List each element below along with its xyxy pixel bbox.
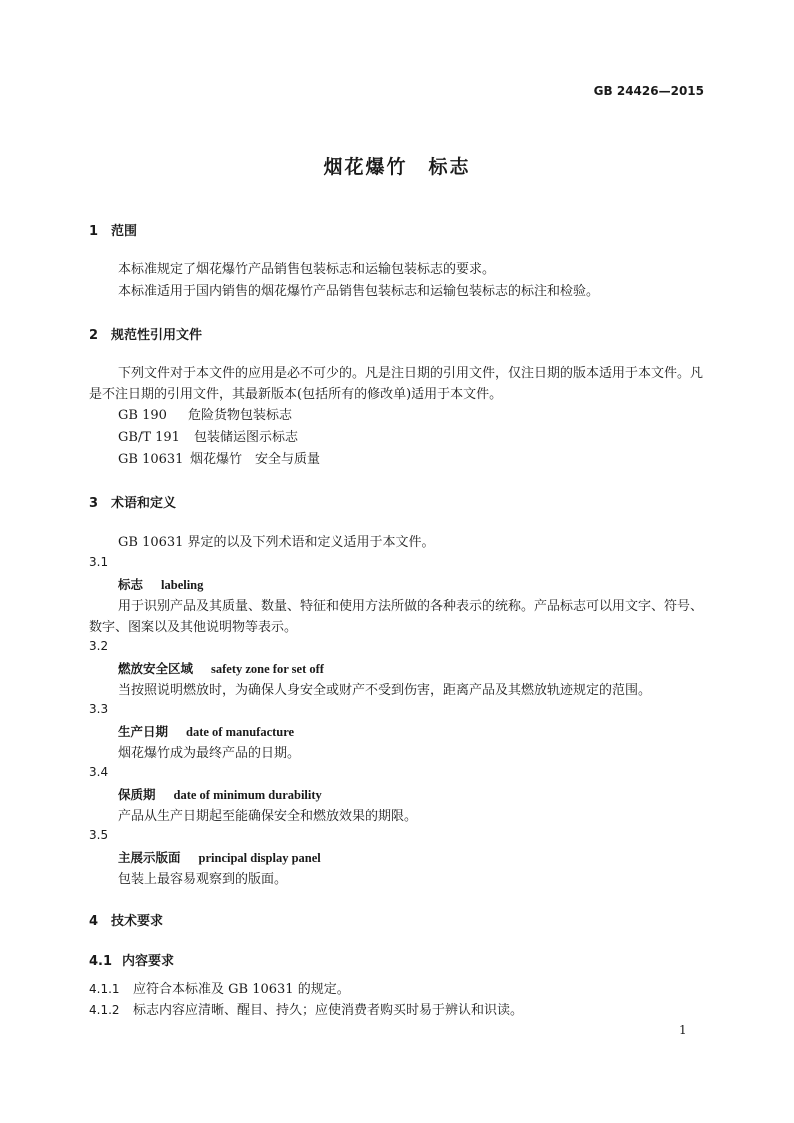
paragraph: 本标准规定了烟花爆竹产品销售包装标志和运输包装标志的要求。 (118, 262, 496, 277)
reference-code: GB 10631 (118, 452, 184, 467)
clause-item (89, 979, 350, 1000)
term-number: 3.5 (89, 828, 109, 842)
reference-name: 危险货物包装标志 (188, 408, 293, 423)
term-cn: 主展示版面 (118, 850, 181, 865)
section-title: 范围 (111, 224, 138, 239)
reference-name: 包装储运图示标志 (194, 430, 299, 445)
term-cn: 标志 (118, 577, 144, 592)
clause-number: 4.1.1 (89, 982, 120, 996)
term-cn: 保质期 (118, 787, 156, 802)
term-en: principal display panel (198, 851, 321, 865)
term-en: labeling (161, 578, 204, 592)
term-heading (118, 659, 324, 677)
section-number: 4 (89, 914, 99, 929)
term-heading (118, 848, 321, 866)
section-4-heading (89, 910, 163, 929)
term-heading (118, 722, 294, 740)
clause-item (89, 1000, 523, 1021)
page-number: 1 (679, 1023, 687, 1037)
subsection-number: 4.1 (89, 954, 113, 969)
reference-name: 烟花爆竹 安全与质量 (190, 452, 321, 467)
term-cn: 生产日期 (118, 724, 169, 739)
section-title: 技术要求 (111, 914, 164, 929)
term-cn: 燃放安全区域 (118, 661, 194, 676)
term-number: 3.2 (89, 639, 109, 653)
section-number: 3 (89, 496, 99, 511)
term-en: safety zone for set off (211, 662, 324, 676)
term-definition: 烟花爆竹成为最终产品的日期。 (118, 746, 301, 761)
section-number: 1 (89, 224, 99, 239)
section-2-heading (89, 324, 202, 343)
paragraph: GB 10631 界定的以及下列术语和定义适用于本文件。 (118, 535, 435, 550)
term-number: 3.1 (89, 555, 109, 569)
section-number: 2 (89, 328, 99, 343)
section-title: 术语和定义 (111, 496, 177, 511)
paragraph: 下列文件对于本文件的应用是必不可少的。凡是注日期的引用文件，仅注日期的版本适用于本文件。凡是不注日期的引用文件，其最新版本(包括所有的修改单)适用于本文件。 (89, 366, 704, 402)
term-number: 3.4 (89, 765, 109, 779)
term-heading (118, 785, 322, 803)
page-title: 烟花爆竹 标志 (323, 156, 471, 178)
reference-code: GB 190 (118, 408, 167, 423)
section-title: 规范性引用文件 (111, 328, 203, 343)
clause-text: 标志内容应清晰、醒目、持久；应使消费者购买时易于辨认和识读。 (133, 1003, 524, 1018)
reference-item (118, 427, 298, 448)
reference-code: GB/T 191 (118, 430, 180, 445)
clause-text: 应符合本标准及 GB 10631 的规定。 (133, 982, 350, 997)
term-number: 3.3 (89, 702, 109, 716)
paragraph: 本标准适用于国内销售的烟花爆竹产品销售包装标志和运输包装标志的标注和检验。 (118, 284, 600, 299)
reference-item (118, 449, 320, 470)
subsection-title: 内容要求 (122, 954, 175, 969)
term-en: date of manufacture (186, 725, 295, 739)
reference-item (118, 405, 292, 426)
subsection-4-1-heading (89, 950, 174, 969)
term-en: date of minimum durability (173, 788, 322, 802)
term-heading (118, 575, 203, 593)
section-3-heading (89, 492, 176, 511)
term-definition: 用于识别产品及其质量、数量、特征和使用方法所做的各种表示的统称。产品标志可以用文字、符号、数字、图案以及其他说明物等表示。 (89, 599, 704, 635)
document-id: GB 24426—2015 (593, 84, 704, 98)
term-definition: 包装上最容易观察到的版面。 (118, 872, 288, 887)
term-definition: 当按照说明燃放时，为确保人身安全或财产不受到伤害，距离产品及其燃放轨迹规定的范围。 (118, 683, 652, 698)
term-definition: 产品从生产日期起至能确保安全和燃放效果的期限。 (118, 809, 418, 824)
section-1-heading (89, 220, 137, 239)
clause-number: 4.1.2 (89, 1003, 120, 1017)
